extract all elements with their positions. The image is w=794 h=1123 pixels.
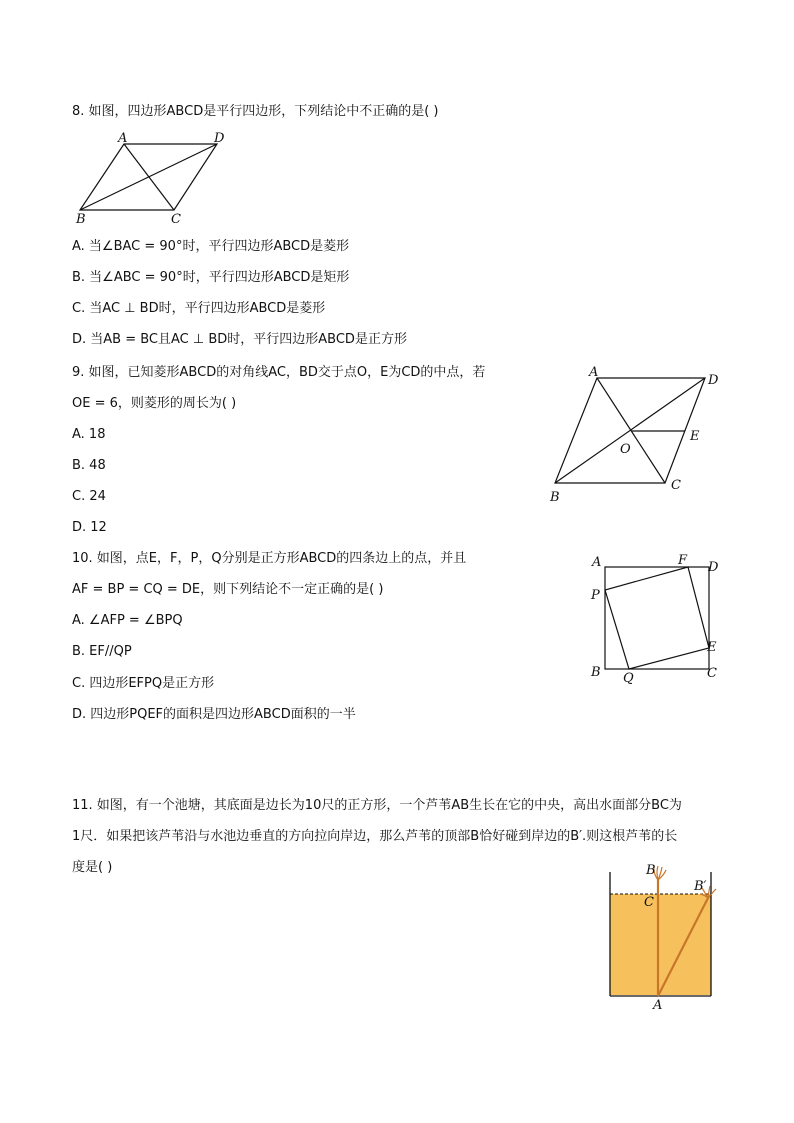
q9-stem-line2: OE = 6，则菱形的周长为( ) [72,396,237,411]
q9-option-b: B. 48 [72,458,106,473]
q10-label-d: D [708,560,719,575]
q10-stem-line2: AF = BP = CQ = DE，则下列结论不一定正确的是( ) [72,582,384,597]
q10-option-d: D. 四边形PQEF的面积是四边形ABCD面积的一半 [72,707,356,722]
q10-option-a: A. ∠AFP = ∠BPQ [72,613,183,628]
q10-square-abcd [605,567,709,669]
q10-label-a: A [592,555,602,570]
q11-stem-line1: 11. 如图，有一个池塘，其底面是边长为10尺的正方形，一个芦苇AB生长在它的中央，高出水面部分BC为 [72,798,682,813]
q9-option-d: D. 12 [72,520,107,535]
q10-label-c: C [707,666,717,681]
q8-label-b: B [76,212,86,227]
q8-option-a: A. 当∠BAC = 90°时，平行四边形ABCD是菱形 [72,239,350,254]
q9-label-d: D [708,373,719,388]
q10-square-figure [585,550,725,685]
q10-stem-line1: 10. 如图，点E，F，P，Q分别是正方形ABCD的四条边上的点，并且 [72,551,467,566]
q10-label-e: E [707,640,717,655]
q11-label-b-prime: B′ [694,879,707,894]
q11-reed-tuft-vertical [654,866,666,880]
q9-label-c: C [671,478,681,493]
q10-label-b: B [591,665,601,680]
q8-label-c: C [171,212,181,227]
q10-label-q: Q [623,671,634,685]
q9-stem-line1: 9. 如图，已知菱形ABCD的对角线AC，BD交于点O，E为CD的中点，若 [72,365,486,380]
q11-stem-line3: 度是( ) [72,860,113,875]
q8-stem: 8. 如图，四边形ABCD是平行四边形，下列结论中不正确的是( ) [72,104,439,119]
q9-option-c: C. 24 [72,489,106,504]
q11-stem-line2: 1尺．如果把该芦苇沿与水池边垂直的方向拉向岸边，那么芦苇的顶部B恰好碰到岸边的B′.则这根芦苇的长 [72,829,678,844]
q8-label-a: A [118,132,128,146]
q8-option-b: B. 当∠ABC = 90°时，平行四边形ABCD是矩形 [72,270,350,285]
q11-label-c: C [644,895,654,910]
q11-pond-figure [600,858,725,1013]
q9-label-o: O [620,442,631,457]
q11-water [610,894,711,995]
q10-label-p: P [591,588,600,603]
q10-option-b: B. EF//QP [72,644,132,659]
q10-inner-square-efpq [605,567,709,669]
q10-label-f: F [678,553,688,568]
q9-label-a: A [589,365,599,380]
q8-option-c: C. 当AC ⊥ BD时，平行四边形ABCD是菱形 [72,301,326,316]
q9-label-b: B [550,490,560,505]
q11-label-a: A [653,998,663,1013]
q8-option-d: D. 当AB = BC且AC ⊥ BD时，平行四边形ABCD是正方形 [72,332,407,347]
q8-label-d: D [214,132,225,146]
q8-diagonal-bd [80,144,217,210]
q10-option-c: C. 四边形EFPQ是正方形 [72,676,215,691]
q8-parallelogram-figure [72,132,232,227]
q9-rhombus-figure [540,362,730,507]
q9-option-a: A. 18 [72,427,106,442]
q11-label-b: B [646,863,656,878]
q9-label-e: E [690,429,700,444]
